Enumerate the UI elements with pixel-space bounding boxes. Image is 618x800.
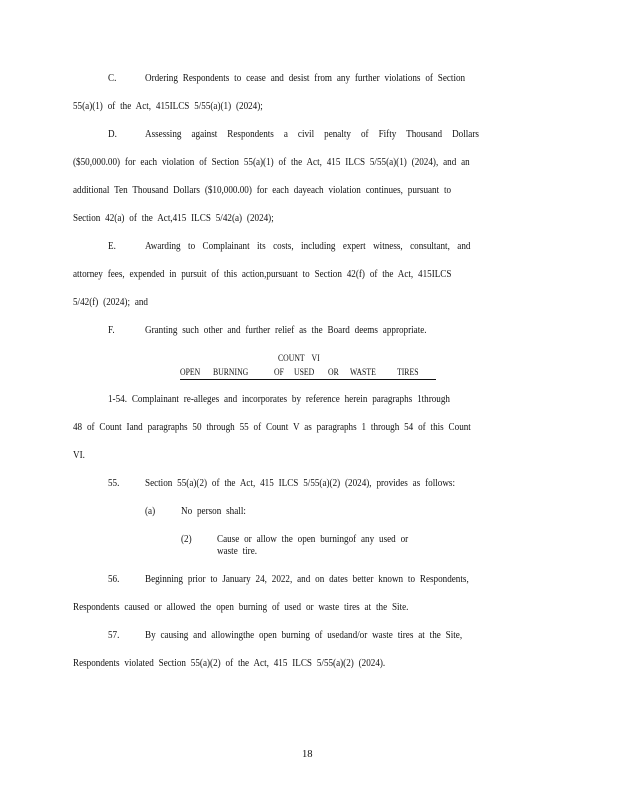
item-d-line-4: Section 42(a) of the Act,415 ILCS 5/42(a) (2024); [73,213,274,224]
paragraph-56-line-1: Beginning prior to January 24, 2022, and on dates better known to Respondents, [145,574,469,585]
paragraph-55-sub-2-label: (2) [181,534,192,545]
item-f-letter: F. [108,325,115,336]
paragraph-57-line-2: Respondents violated Section 55(a)(2) of the Act, 415 ILCS 5/55(a)(2) (2024). [73,658,386,669]
paragraph-55-text: Section 55(a)(2) of the Act, 415 ILCS 5/55(a)(2) (2024), provides as follows: [145,478,456,489]
paragraph-1-54-line-3: VI. [73,450,85,461]
item-f-line-1: Granting such other and further relief as the Board deems appropriate. [145,325,427,336]
page-number: 18 [302,749,313,760]
heading-word-of: OF [274,367,284,377]
heading-word-or: OR [328,367,339,377]
paragraph-55-number: 55. [108,478,120,489]
paragraph-57-line-1: By causing and allowingthe open burning of usedand/or waste tires at the Site, [145,630,463,641]
item-d-line-1: Assessing against Respondents a civil penalty of Fifty Thousand Dollars [145,129,479,140]
paragraph-55-sub-2-line-2: waste tire. [217,546,258,557]
paragraph-55-sub-a-text: No person shall: [181,506,246,517]
item-e-line-1: Awarding to Complainant its costs, including expert witness, consultant, and [145,241,471,252]
heading-word-tires: TIRES [397,367,419,377]
paragraph-57-number: 57. [108,630,120,641]
paragraph-1-54-line-1: 1-54. Complainant re-alleges and incorporates by reference herein paragraphs 1through [108,394,450,405]
item-e-line-2: attorney fees, expended in pursuit of this action,pursuant to Section 42(f) of the Act, 415ILCS [73,269,452,280]
heading-word-waste: WASTE [350,367,376,377]
count-heading-title: COUNT VI [278,353,320,363]
item-e-line-3: 5/42(f) (2024); and [73,297,148,308]
item-d-letter: D. [108,129,117,140]
item-c-letter: C. [108,73,117,84]
heading-word-open: OPEN [180,367,201,377]
count-heading-subtitle [180,367,436,380]
item-e-letter: E. [108,241,116,252]
paragraph-1-54-line-2: 48 of Count Iand paragraphs 50 through 55 of Count V as paragraphs 1 through 54 of this Count [73,422,471,433]
paragraph-55-sub-2-line-1: Cause or allow the open burningof any used or [217,534,409,545]
item-c-line-2: 55(a)(1) of the Act, 415ILCS 5/55(a)(1) (2024); [73,101,263,112]
item-c-line-1: Ordering Respondents to cease and desist from any further violations of Section [145,73,466,84]
paragraph-55-sub-a-label: (a) [145,506,156,517]
heading-word-burning: BURNING [213,367,249,377]
item-d-line-2: ($50,000.00) for each violation of Section 55(a)(1) of the Act, 415 ILCS 5/55(a)(1) (2024), and an [73,157,470,168]
heading-word-used: USED [294,367,315,377]
paragraph-56-number: 56. [108,574,120,585]
paragraph-56-line-2: Respondents caused or allowed the open burning of used or waste tires at the Site. [73,602,409,613]
item-d-line-3: additional Ten Thousand Dollars ($10,000.00) for each dayeach violation continues, pursuant to [73,185,452,196]
